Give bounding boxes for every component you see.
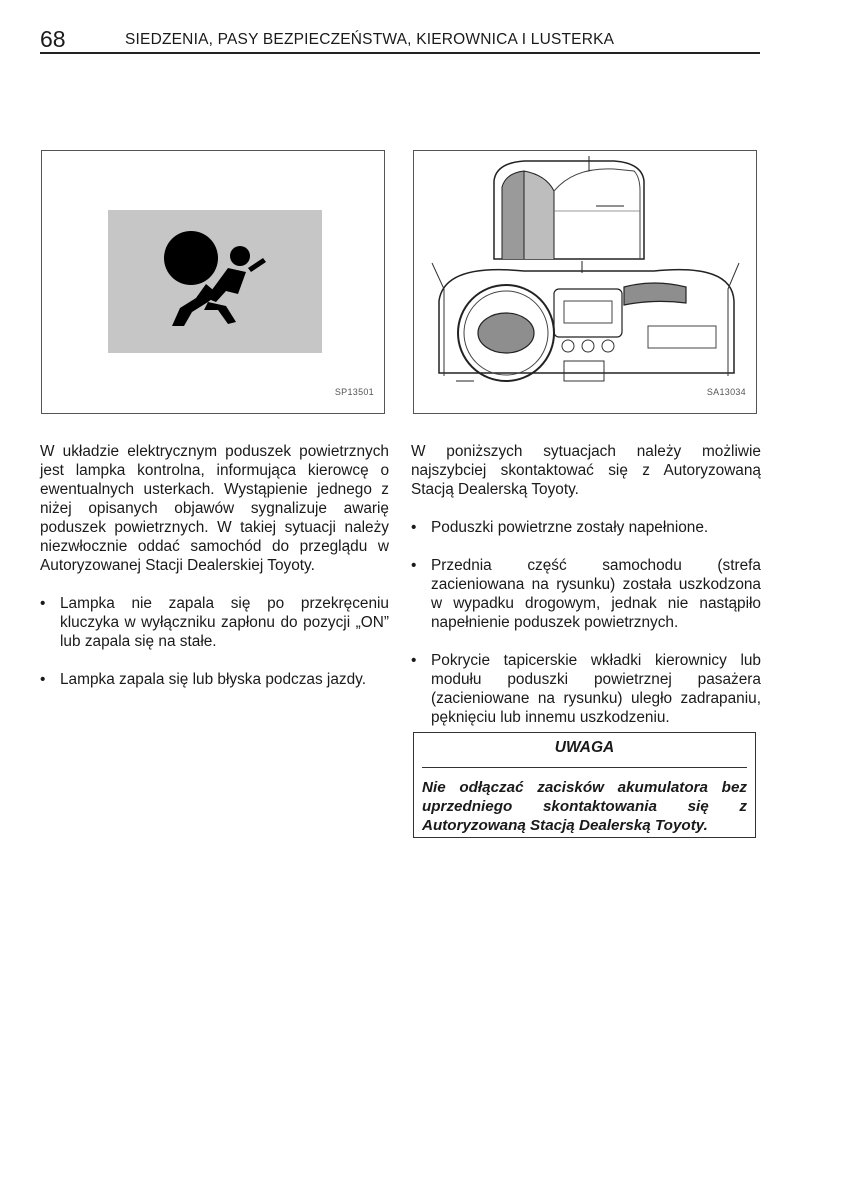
bullet-icon: • (40, 671, 46, 688)
list-item-text: Lampka nie zapala się po przekręceniu kluczyka w wyłączniku zapłonu do pozycji „ON” lub zapala się na stałe. (60, 595, 389, 650)
airbag-warning-light-icon (108, 210, 322, 353)
list-item (411, 518, 761, 537)
warning-text: Nie odłączać zacisków akumulatora bez uprzedniego skontaktowania się z Autoryzowaną Stacją Dealerską Toyoty. (422, 779, 747, 834)
list-item-text: Poduszki powietrzne zostały napełnione. (431, 519, 709, 536)
list-item (411, 651, 761, 727)
list-item-text: Przednia część samochodu (strefa zacieniowana na rysunku) została uszkodzona w wypadku drogowym, jednak nie nastąpiło napełnienie poduszek powietrznych. (431, 557, 761, 631)
warning-box (413, 732, 756, 838)
page-header (40, 26, 760, 54)
intro-paragraph: W poniższych sytuacjach należy możliwie najszybciej skontaktować się z Autoryzowaną Stacją Dealerską Toyoty. (411, 443, 761, 498)
bullet-icon: • (40, 595, 46, 612)
page-number: 68 (40, 26, 66, 52)
list-item (40, 670, 389, 689)
list-item-text: Lampka zapala się lub błyska podczas jazdy. (60, 671, 366, 688)
divider (422, 767, 747, 768)
bullet-icon: • (411, 557, 417, 574)
figure-code: SA13034 (706, 387, 746, 397)
list-item-text: Pokrycie tapicerskie wkładki kierownicy lub modułu poduszki powietrznej pasażera (zacieniowane na rysunku) uległo zadrapaniu, pęknięciu lub innemu uszkodzeniu. (431, 652, 761, 726)
intro-paragraph: W układzie elektrycznym poduszek powietrznych jest lampka kontrolna, informująca kierowcę o ewentualnych usterkach. Wystąpienie jednego z niżej opisanych objawów sygnalizuje awarię poduszek powietrznych. W takiej sytuacji należy niezwłocznie oddać samochód do przeglądu w Autoryzowanej Stacji Dealerskiej Toyoty. (40, 443, 389, 574)
bullet-icon: • (411, 652, 417, 669)
bullet-icon: • (411, 519, 417, 536)
left-column (40, 442, 389, 708)
list-item (40, 594, 389, 651)
airbag-warning-light-figure (41, 150, 385, 414)
warning-title: UWAGA (554, 739, 615, 756)
list-item (411, 556, 761, 632)
right-column (411, 442, 761, 746)
figure-code: SP13501 (334, 387, 374, 397)
section-title: SIEDZENIA, PASY BEZPIECZEŃSTWA, KIEROWNICA I LUSTERKA (125, 31, 615, 48)
car-airbag-zones-diagram (413, 150, 757, 414)
